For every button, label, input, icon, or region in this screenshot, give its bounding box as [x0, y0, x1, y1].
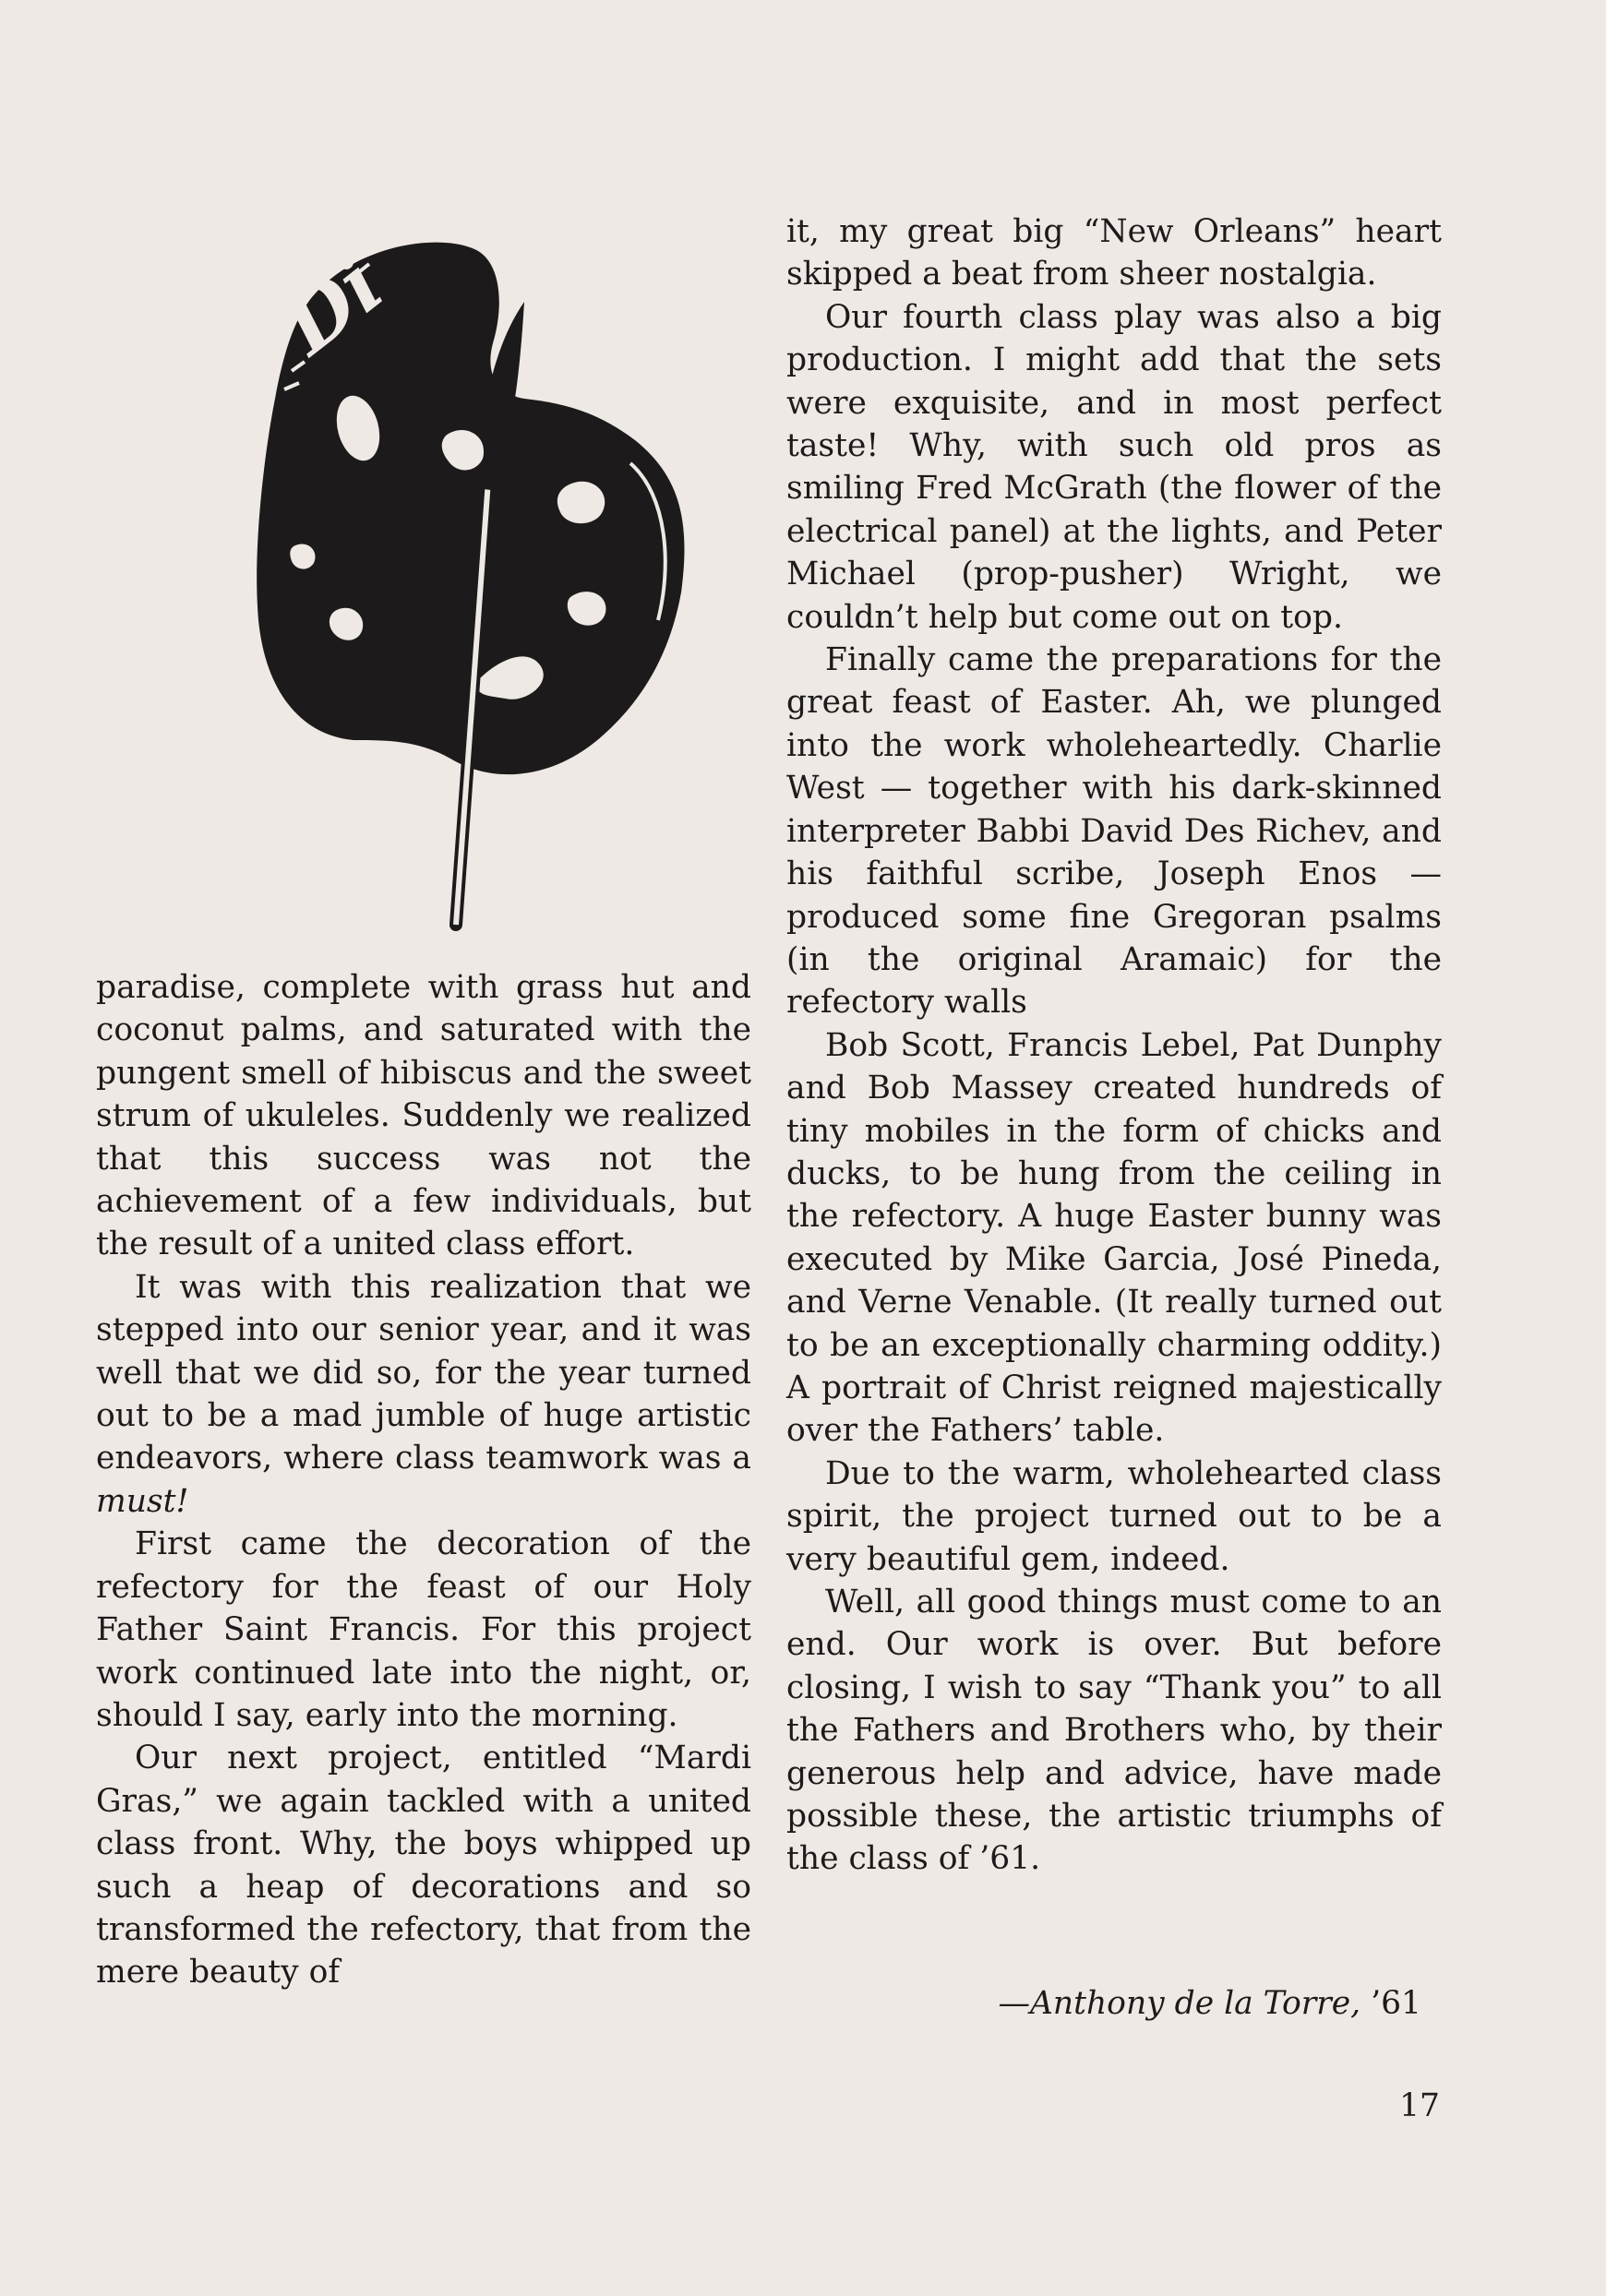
author-year: ’61 [1360, 1985, 1421, 2022]
paragraph: Finally came the preparations for the great feast of Easter. Ah, we plunged into the work wholeheartedly. Charlie West — together with his dark-skinned interpreter Babbi David Des Richev, and his faithful scribe, Joseph Enos — produced some fine Gregoran psalms (in the original Aramaic) for the refectory walls [786, 641, 1442, 1022]
artist-palette-icon [247, 214, 709, 934]
paragraph: Our next project, entitled “Mardi Gras,” we again tackled with a united class front. Why, the boys whipped up such a heap of decorations and so transformed the refectory, that from the mere beauty of [96, 1740, 751, 1991]
author-name: —Anthony de la Torre, [998, 1985, 1361, 2022]
left-column [96, 966, 751, 1994]
paragraph: Our fourth class play was also a big production. I might add that the sets were exquisite, and in most perfect taste! Why, with such old pros as smiling Fred McGrath (the flower of the electrical panel) at the lights, and Peter Michael (prop-pusher) Wright, we couldn’t help but come out on top. [786, 298, 1442, 636]
paragraph [96, 1266, 751, 1523]
paragraph: Bob Scott, Francis Lebel, Pat Dunphy and Bob Massey created hundreds of tiny mobiles in the form of chicks and ducks, to be hung from the ceiling in the refectory. A huge Easter bunny was executed by Mike Garcia, José Pineda, and Verne Venable. (It really turned out to be an exceptionally charming oddity.) A portrait of Christ reigned majestically over the Fathers’ table. [786, 1026, 1442, 1450]
emphasis-text: must! [96, 1482, 189, 1520]
right-column [786, 210, 1442, 1881]
author-signature [923, 1982, 1421, 2025]
palette-logo-text: Di [264, 237, 401, 373]
paragraph-text: It was with this realization that we stepped into our senior year, and it was well that we did so, for the year turned out to be a mad jumble of huge artistic endeavors, where class teamwork was a [96, 1268, 751, 1477]
page-number: 17 [1399, 2087, 1440, 2124]
paragraph: Well, all good things must come to an end. Our work is over. But before closing, I wish to say “Thank you” to all the Fathers and Brothers who, by their generous help and advice, have made possible these, the artistic triumphs of the class of ’61. [786, 1584, 1442, 1878]
paragraph: Due to the warm, wholehearted class spirit, the project turned out to be a very beautiful gem, indeed. [786, 1454, 1442, 1578]
paragraph: it, my great big “New Orleans” heart skipped a beat from sheer nostalgia. [786, 213, 1442, 293]
paragraph: paradise, complete with grass hut and coconut palms, and saturated with the pungent smell of hibiscus and the sweet strum of ukuleles. Suddenly we realized that this success was not the achievement of a few individuals, but the result of a united class effort. [96, 969, 751, 1263]
paragraph: First came the decoration of the refectory for the feast of our Holy Father Saint Francis. For this project work continued late into the night, or, should I say, early into the morning. [96, 1525, 751, 1734]
